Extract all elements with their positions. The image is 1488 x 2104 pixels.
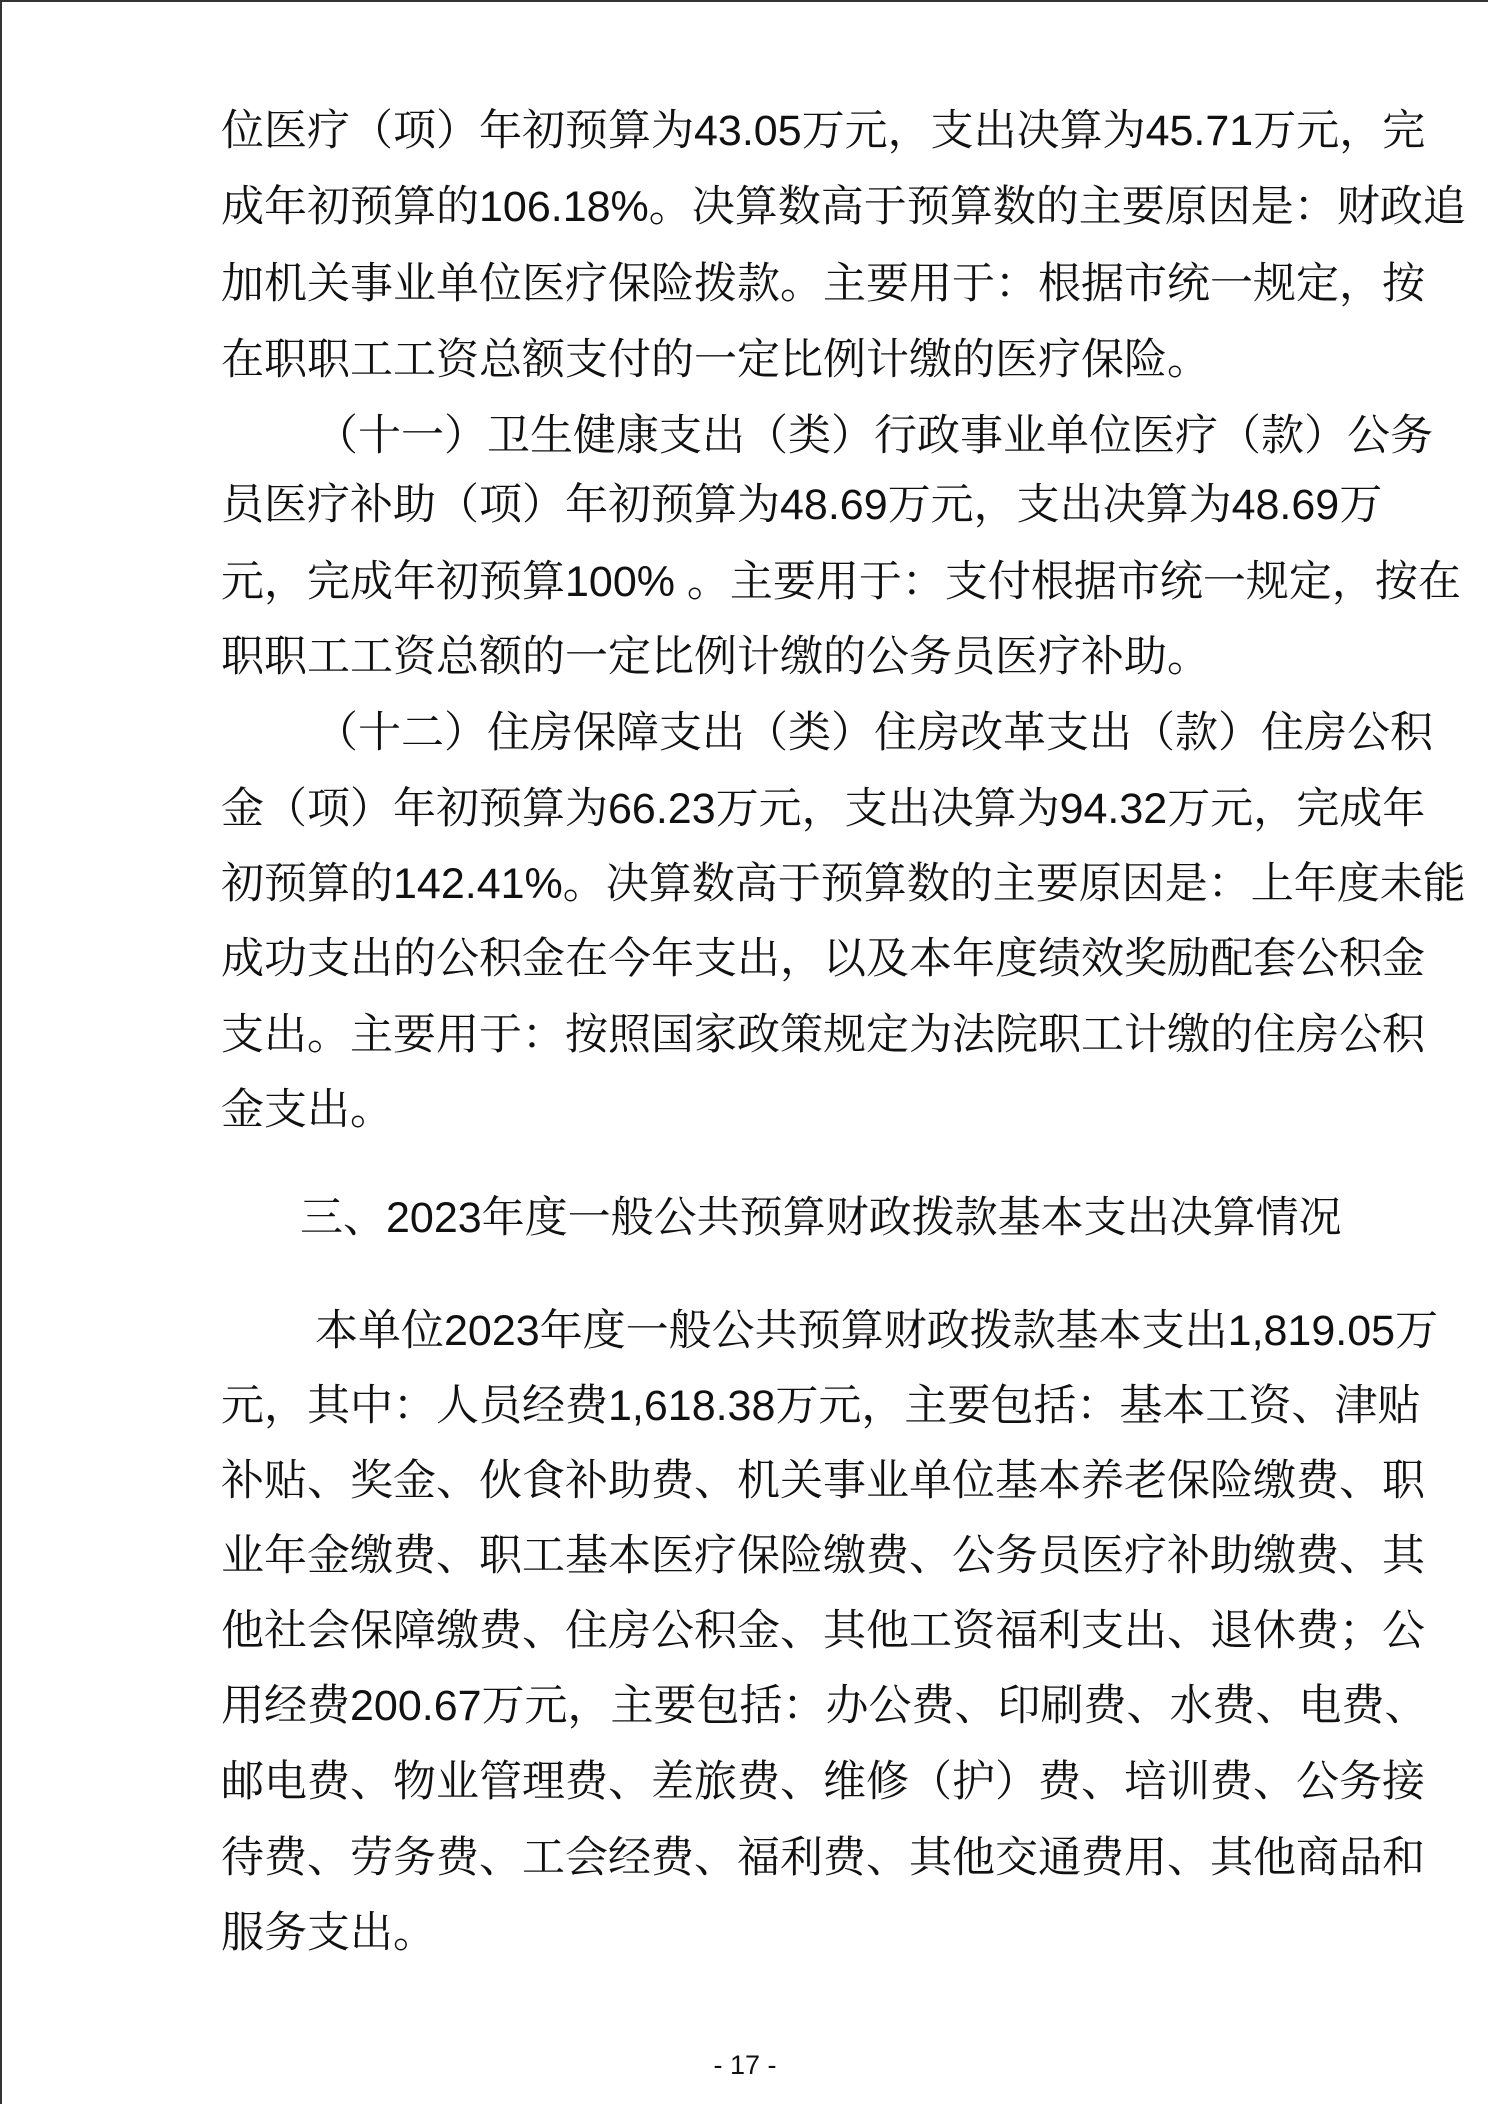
text-line: 本单位2023年度一般公共预算财政拨款基本支出1,819.05万 (315, 1307, 1439, 1355)
text-line: （十二）住房保障支出（类）住房改革支出（款）住房公积 (315, 709, 1433, 757)
text-line: （十一）卫生健康支出（类）行政事业单位医疗（款）公务 (315, 412, 1433, 460)
text-line: 员医疗补助（项）年初预算为48.69万元，支出决算为48.69万 (221, 481, 1383, 529)
text-line: 元，完成年初预算100% 。主要用于：支付根据市统一规定，按在 (221, 558, 1461, 606)
text-line: 职职工工资总额的一定比例计缴的公务员医疗补助。 (221, 633, 1210, 681)
text-line: 成功支出的公积金在今年支出，以及本年度绩效奖励配套公积金 (221, 935, 1425, 983)
text-line: 邮电费、物业管理费、差旅费、维修（护）费、培训费、公务接 (221, 1758, 1425, 1806)
text-line: 用经费200.67万元，主要包括：办公费、印刷费、水费、电费、 (221, 1682, 1428, 1730)
text-line: 补贴、奖金、伙食补助费、机关事业单位基本养老保险缴费、职 (221, 1457, 1425, 1505)
text-line: 服务支出。 (221, 1909, 436, 1957)
text-line: 成年初预算的106.18%。决算数高于预算数的主要原因是：财政追 (221, 183, 1466, 231)
text-line: 加机关事业单位医疗保险拨款。主要用于：根据市统一规定，按 (221, 260, 1425, 308)
text-line: 金（项）年初预算为66.23万元，支出决算为94.32万元，完成年 (221, 785, 1426, 833)
text-line: 业年金缴费、职工基本医疗保险缴费、公务员医疗补助缴费、其 (221, 1532, 1425, 1580)
text-line: 在职职工工资总额支付的一定比例计缴的医疗保险。 (221, 336, 1210, 384)
section-heading: 三、2023年度一般公共预算财政拨款基本支出决算情况 (300, 1194, 1342, 1242)
text-line: 待费、劳务费、工会经费、福利费、其他交通费用、其他商品和 (221, 1834, 1425, 1882)
text-line: 元，其中：人员经费1,618.38万元，主要包括：基本工资、津贴 (221, 1382, 1421, 1430)
text-line: 位医疗（项）年初预算为43.05万元，支出决算为45.71万元，完 (221, 107, 1426, 155)
text-line: 金支出。 (221, 1086, 393, 1134)
page-number: - 17 - (713, 2050, 777, 2080)
text-line: 初预算的142.41%。决算数高于预算数的主要原因是：上年度未能 (221, 860, 1466, 908)
text-line: 支出。主要用于：按照国家政策规定为法院职工计缴的住房公积 (221, 1011, 1425, 1059)
text-line: 他社会保障缴费、住房公积金、其他工资福利支出、退休费；公 (221, 1607, 1425, 1655)
